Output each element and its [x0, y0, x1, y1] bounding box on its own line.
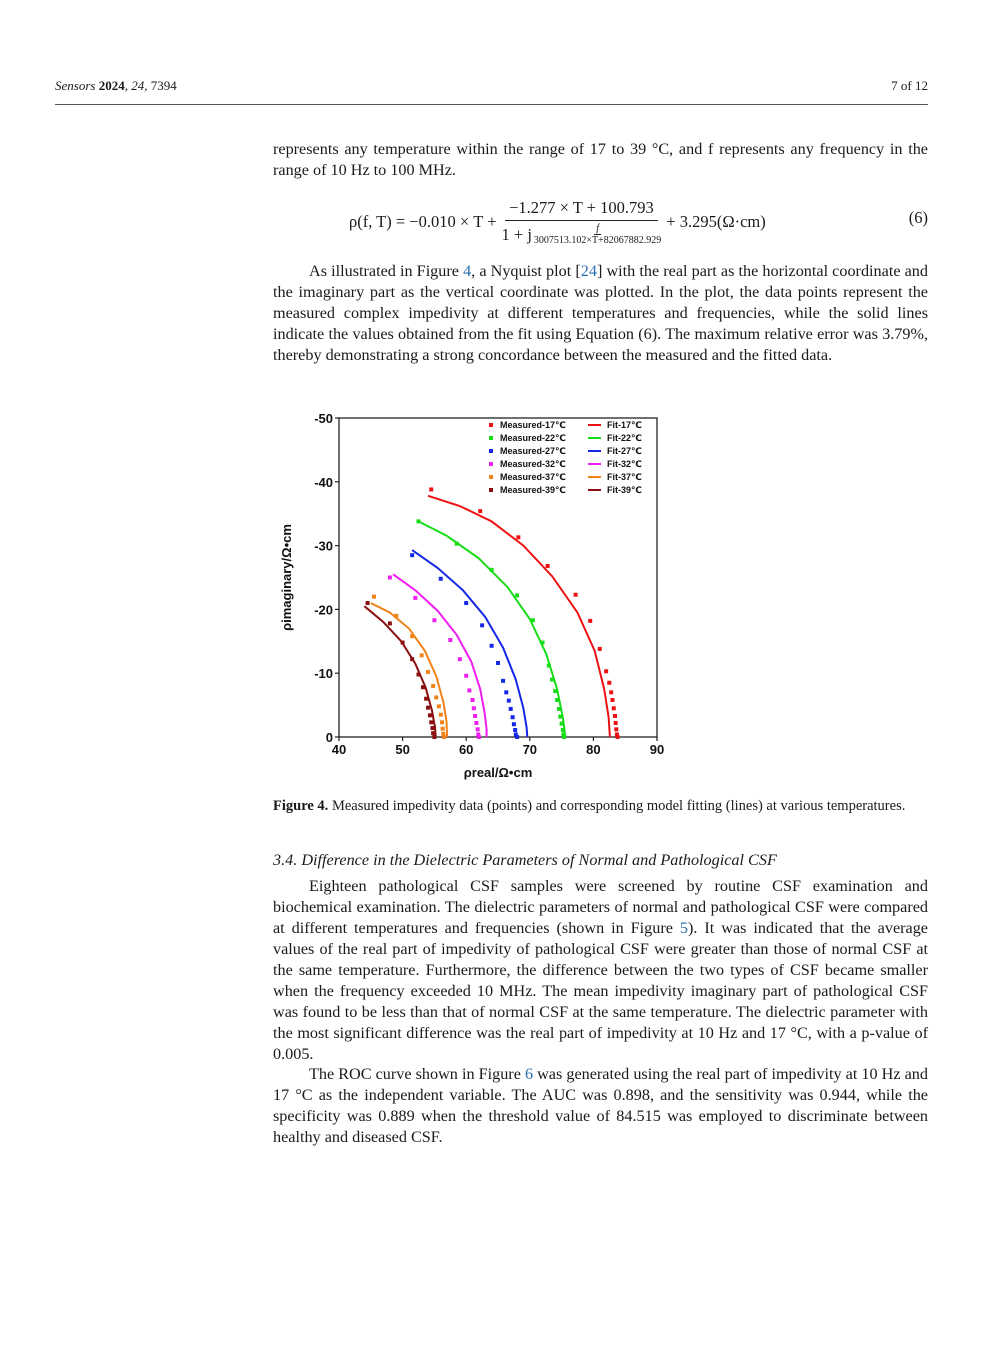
- data-point-Measured-39℃: [410, 657, 414, 661]
- legend-label: Measured-37℃: [500, 472, 566, 482]
- data-point-Measured-27℃: [509, 707, 513, 711]
- equation-lhs: ρ(f, T) = −0.010 × T +: [349, 212, 497, 231]
- legend-label: Measured-27℃: [500, 446, 566, 456]
- figure-4-link[interactable]: 4: [463, 262, 472, 280]
- paragraph-nyquist: As illustrated in Figure 4, a Nyquist plot [24] with the real part as the horizontal coordinate and the imaginary part as the vertical coordinate was plotted. In the plot, the data points represent the measured complex impedivity at different temperatures and frequencies, while the solid lines indicate the values obtained from the fit using Equation (6). The maximum relative error was 3.79%, thereby demonstrating a strong concordance between the measured and the fitted data.: [273, 262, 928, 364]
- data-point-Measured-17℃: [516, 535, 520, 539]
- data-point-Measured-39℃: [388, 621, 392, 625]
- series-line-Fit-32℃: [393, 574, 487, 737]
- figure-4-caption: Figure 4. Measured impedivity data (points) and corresponding model fitting (lines) at various temperatures.: [273, 798, 906, 814]
- data-point-Measured-32℃: [467, 688, 471, 692]
- data-point-Measured-37℃: [440, 720, 444, 724]
- figure-6-link[interactable]: 6: [524, 1065, 534, 1083]
- legend-label: Measured-32℃: [500, 459, 566, 469]
- data-point-Measured-39℃: [431, 731, 435, 735]
- data-point-Measured-37℃: [420, 653, 424, 657]
- data-point-Measured-37℃: [426, 670, 430, 674]
- data-point-Measured-32℃: [474, 721, 478, 725]
- x-tick-label: 70: [522, 742, 538, 757]
- legend-marker: [489, 488, 493, 492]
- data-point-Measured-32℃: [477, 735, 481, 739]
- legend-label: Fit-22℃: [607, 433, 642, 443]
- page-header: [55, 78, 928, 105]
- legend-label: Fit-27℃: [607, 446, 642, 456]
- legend-label: Fit-32℃: [607, 459, 642, 469]
- x-tick-label: 40: [331, 742, 347, 757]
- data-point-Measured-22℃: [557, 707, 561, 711]
- data-point-Measured-17℃: [613, 714, 617, 718]
- page-number: 7 of 12: [891, 78, 928, 93]
- legend-label: Measured-22℃: [500, 433, 566, 443]
- data-point-Measured-27℃: [410, 553, 414, 557]
- data-point-Measured-27℃: [501, 679, 505, 683]
- data-point-Measured-22℃: [555, 698, 559, 702]
- data-point-Measured-32℃: [413, 596, 417, 600]
- y-tick-label: 0: [325, 730, 333, 745]
- data-point-Measured-22℃: [455, 542, 459, 546]
- data-point-Measured-32℃: [471, 698, 475, 702]
- journal-name: Sensors: [55, 78, 96, 93]
- data-point-Measured-37℃: [372, 595, 376, 599]
- y-tick-label: -10: [314, 666, 333, 682]
- legend-marker: [489, 423, 493, 427]
- data-point-Measured-32℃: [458, 657, 462, 661]
- paragraph-pathological: Eighteen pathological CSF samples were screened by routine CSF examination and biochemical examination. The dielectric parameters of normal and pathological CSF were compared at different temperatures and frequencies (shown in Figure 5). It was indicated that the average values of the real part of impedivity of pathological CSF were greater than those of normal CSF at the same temperature. Furthermore, the difference between the two types of CSF became smaller when the frequency exceeded 10 MHz. The mean impedivity imaginary part of pathological CSF was found to be less than that of normal CSF at the same temperature. The dielectric parameter with the most significant difference was the real part of impedivity at 10 Hz and 17 °C, with a p-value of 0.005.: [273, 877, 928, 1063]
- data-point-Measured-22℃: [541, 641, 545, 645]
- data-point-Measured-37℃: [431, 684, 435, 688]
- data-point-Measured-17℃: [607, 681, 611, 685]
- legend-marker: [489, 475, 493, 479]
- y-tick-label: -20: [314, 602, 333, 618]
- data-point-Measured-37℃: [394, 614, 398, 618]
- article-number: 7394: [150, 78, 177, 93]
- legend-marker: [489, 449, 493, 453]
- data-point-Measured-22℃: [515, 593, 519, 597]
- data-point-Measured-32℃: [448, 638, 452, 642]
- section-3-4-title: 3.4. Difference in the Dielectric Parameters of Normal and Pathological CSF: [273, 851, 777, 869]
- y-tick-label: -30: [314, 538, 333, 554]
- series-line-Fit-17℃: [428, 496, 610, 737]
- data-point-Measured-39℃: [421, 685, 425, 689]
- x-tick-label: 80: [586, 742, 601, 757]
- data-point-Measured-39℃: [426, 706, 430, 710]
- data-point-Measured-17℃: [614, 727, 618, 731]
- data-point-Measured-22℃: [490, 568, 494, 572]
- data-point-Measured-37℃: [442, 735, 446, 739]
- y-axis-label: ρimaginary/Ω•cm: [279, 524, 294, 631]
- data-point-Measured-17℃: [478, 509, 482, 513]
- data-point-Measured-17℃: [588, 619, 592, 623]
- data-point-Measured-22℃: [550, 678, 554, 682]
- data-point-Measured-22℃: [562, 735, 566, 739]
- data-point-Measured-22℃: [547, 664, 551, 668]
- data-point-Measured-27℃: [496, 661, 500, 665]
- data-point-Measured-32℃: [464, 674, 468, 678]
- legend-label: Fit-39℃: [607, 485, 642, 495]
- equation-number: (6): [908, 208, 928, 227]
- data-point-Measured-39℃: [401, 641, 405, 645]
- legend-label: Fit-17℃: [607, 420, 642, 430]
- data-point-Measured-32℃: [472, 706, 476, 710]
- data-point-Measured-27℃: [439, 577, 443, 581]
- legend-marker: [489, 436, 493, 440]
- data-point-Measured-17℃: [604, 669, 608, 673]
- data-point-Measured-32℃: [432, 618, 436, 622]
- data-point-Measured-27℃: [515, 735, 519, 739]
- equation-numerator: −1.277 × T + 100.793: [505, 198, 658, 221]
- x-tick-label: 90: [649, 742, 665, 757]
- data-point-Measured-32℃: [388, 576, 392, 580]
- data-point-Measured-32℃: [473, 714, 477, 718]
- equation-6: [273, 196, 928, 248]
- paragraph-roc: The ROC curve shown in Figure 6 was generated using the real part of impedivity at 10 Hz and 17 °C as the independent variable. The AUC was 0.898, and the sensitivity was 0.944, while the specificity was 0.889 when the threshold value of 84.515 was employed to discriminate between healthy and diseased CSF.: [273, 1065, 928, 1146]
- data-point-Measured-27℃: [513, 728, 517, 732]
- x-tick-label: 50: [395, 742, 410, 757]
- equation-inner-numerator: f: [596, 223, 599, 234]
- series-line-Fit-37℃: [371, 603, 447, 737]
- legend-label: Measured-39℃: [500, 485, 566, 495]
- journal-citation: Sensors 2024, 24, 7394: [55, 78, 177, 93]
- data-point-Measured-37℃: [439, 713, 443, 717]
- equation-fraction: [502, 198, 662, 246]
- data-point-Measured-27℃: [507, 699, 511, 703]
- data-point-Measured-27℃: [512, 722, 516, 726]
- data-point-Measured-39℃: [417, 672, 421, 676]
- data-point-Measured-39℃: [428, 713, 432, 717]
- data-point-Measured-17℃: [610, 698, 614, 702]
- data-point-Measured-39℃: [429, 720, 433, 724]
- x-tick-label: 60: [458, 742, 474, 757]
- y-tick-label: -50: [314, 411, 333, 426]
- data-point-Measured-39℃: [424, 697, 428, 701]
- data-point-Measured-17℃: [609, 690, 613, 694]
- equation-inner-denominator: 3007513.102×T+82067882.929: [533, 235, 662, 246]
- data-point-Measured-17℃: [616, 735, 620, 739]
- data-point-Measured-22℃: [531, 618, 535, 622]
- data-point-Measured-37℃: [437, 704, 441, 708]
- data-point-Measured-27℃: [490, 644, 494, 648]
- data-point-Measured-37℃: [441, 727, 445, 731]
- data-point-Measured-22℃: [558, 715, 562, 719]
- data-point-Measured-17℃: [598, 647, 602, 651]
- data-point-Measured-17℃: [614, 721, 618, 725]
- x-axis-label: ρreal/Ω•cm: [463, 765, 533, 780]
- equation-rhs: + 3.295(Ω·cm): [666, 212, 766, 231]
- data-point-Measured-39℃: [366, 601, 370, 605]
- figure-4-nyquist-plot: [273, 402, 666, 790]
- citation-24-link[interactable]: 24: [580, 262, 597, 280]
- data-point-Measured-37℃: [434, 695, 438, 699]
- journal-volume: 24: [131, 78, 145, 93]
- legend-label: Fit-37℃: [607, 472, 642, 482]
- data-point-Measured-17℃: [574, 593, 578, 597]
- data-point-Measured-22℃: [561, 728, 565, 732]
- data-point-Measured-27℃: [511, 715, 515, 719]
- nyquist-chart: [273, 402, 666, 790]
- data-point-Measured-27℃: [480, 623, 484, 627]
- data-point-Measured-22℃: [417, 519, 421, 523]
- data-point-Measured-37℃: [410, 634, 414, 638]
- data-point-Measured-17℃: [612, 706, 616, 710]
- journal-year: 2024: [98, 78, 125, 93]
- data-point-Measured-22℃: [553, 689, 557, 693]
- data-point-Measured-27℃: [504, 690, 508, 694]
- data-point-Measured-22℃: [560, 722, 564, 726]
- legend-marker: [489, 462, 493, 466]
- equation-denominator-prefix: 1 + j: [501, 224, 532, 244]
- paragraph-intro: represents any temperature within the range of 17 to 39 °C, and f represents any frequency in the range of 10 Hz to 100 MHz.: [273, 140, 928, 179]
- figure-5-link[interactable]: 5: [679, 919, 689, 937]
- data-point-Measured-17℃: [546, 564, 550, 568]
- legend-label: Measured-17℃: [500, 420, 566, 430]
- data-point-Measured-32℃: [476, 727, 480, 731]
- series-line-Fit-39℃: [364, 606, 435, 737]
- data-point-Measured-17℃: [429, 487, 433, 491]
- data-point-Measured-27℃: [464, 601, 468, 605]
- y-tick-label: -40: [314, 474, 333, 490]
- data-point-Measured-39℃: [430, 726, 434, 730]
- data-point-Measured-39℃: [432, 735, 436, 739]
